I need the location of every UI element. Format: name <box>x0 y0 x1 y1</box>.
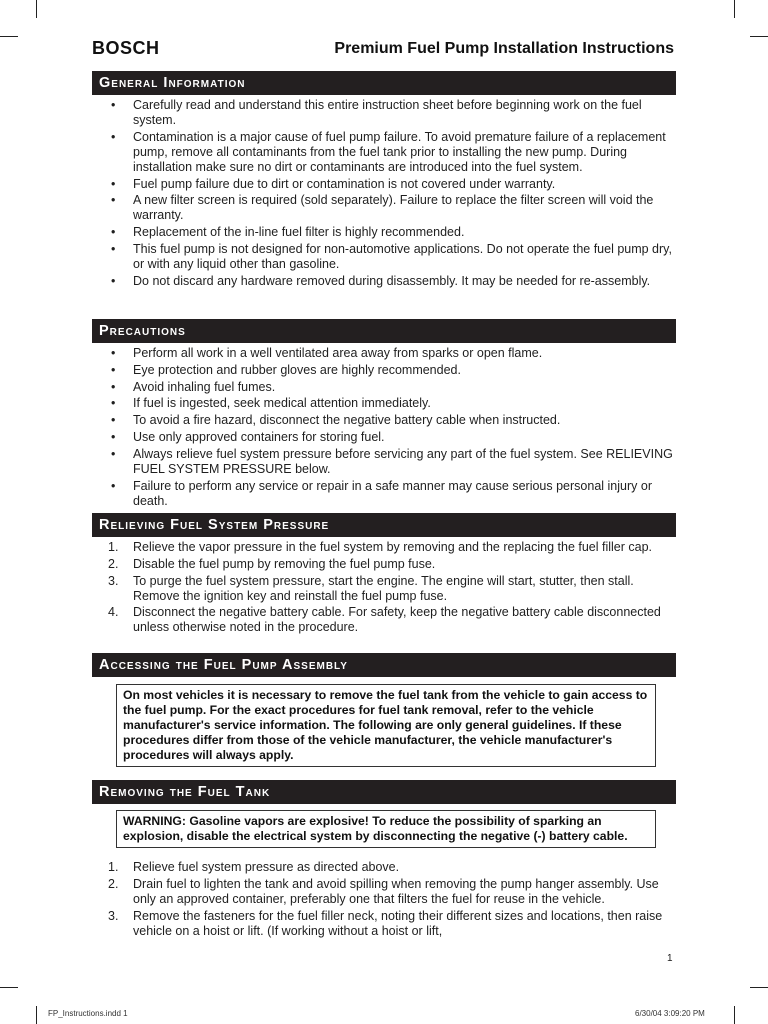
crop-mark <box>734 1006 735 1024</box>
list-item: • Failure to perform any service or repair in a safe manner may cause serious personal injury or death. <box>111 478 652 508</box>
crop-mark <box>734 0 735 18</box>
removing-steps-list <box>105 860 680 940</box>
list-item: • Carefully read and understand this entire instruction sheet before beginning work on the fuel system. <box>111 98 642 127</box>
list-item: 2. Drain fuel to lighten the tank and avoid spilling when removing the pump hanger assembly. Use only an approved container, preferably one that filters the fuel for reuse in the vehicle. <box>108 876 659 906</box>
section-heading-relieving: Relieving Fuel System Pressure <box>92 513 676 537</box>
general-info-list <box>105 98 680 291</box>
list-item: 1. Relieve the vapor pressure in the fuel system by removing and the replacing the fuel filler cap. <box>108 540 653 554</box>
list-item: • Fuel pump failure due to dirt or contamination is not covered under warranty. <box>111 176 556 191</box>
list-item: • Avoid inhaling fuel fumes. <box>111 379 276 394</box>
section-heading-general: General Information <box>92 71 676 95</box>
section-heading-removing: Removing the Fuel Tank <box>92 780 676 804</box>
page-number: 1 <box>667 953 673 964</box>
list-item: 3. To purge the fuel system pressure, start the engine. The engine will start, stutter, then stall. Remove the ignition key and reinstall the fuel pump fuse. <box>108 573 634 603</box>
crop-mark <box>0 36 18 37</box>
crop-mark <box>0 987 18 988</box>
list-item: 3. Remove the fasteners for the fuel filler neck, noting their different sizes and locations, then raise vehicle on a hoist or lift. (If working without a hoist or lift, <box>108 908 663 938</box>
relieving-steps-list <box>105 540 680 637</box>
list-item: • To avoid a fire hazard, disconnect the negative battery cable when instructed. <box>111 413 561 428</box>
footer-timestamp: 6/30/04 3:09:20 PM <box>635 1009 705 1018</box>
list-item: • Always relieve fuel system pressure before servicing any part of the fuel system. See RELIEVING FUEL SYSTEM PRESSURE below. <box>111 446 673 476</box>
list-item: • A new filter screen is required (sold separately). Failure to replace the filter screen will void the warranty. <box>111 193 654 223</box>
precautions-list <box>105 346 680 510</box>
list-item: 2. Disable the fuel pump by removing the fuel pump fuse. <box>108 556 436 571</box>
list-item: • If fuel is ingested, seek medical attention immediately. <box>111 396 431 411</box>
list-item: 4. Disconnect the negative battery cable. For safety, keep the negative battery cable disconnected unless otherwise noted in the procedure. <box>108 605 661 635</box>
crop-mark <box>750 36 768 37</box>
list-item: • Do not discard any hardware removed during disassembly. It may be needed for re-assembly. <box>111 273 651 288</box>
list-item: 1. Relieve fuel system pressure as directed above. <box>108 860 400 874</box>
list-item: • Contamination is a major cause of fuel pump failure. To avoid premature failure of a replacement pump, remove all contaminants from the fuel tank prior to installing the new pump. During installation make sure no dirt or contaminants are introduced into the fuel system. <box>111 129 666 174</box>
brand-logo-text: BOSCH <box>92 38 160 58</box>
list-item: • This fuel pump is not designed for non-automotive applications. Do not operate the fuel pump dry, or with any liquid other than gasoline. <box>111 241 672 271</box>
footer-filename: FP_Instructions.indd 1 <box>48 1009 128 1018</box>
crop-mark <box>750 987 768 988</box>
list-item: • Perform all work in a well ventilated area away from sparks or open flame. <box>111 346 543 360</box>
list-item: • Replacement of the in-line fuel filter is highly recommended. <box>111 225 465 240</box>
list-item: • Eye protection and rubber gloves are highly recommended. <box>111 362 461 377</box>
list-item: • Use only approved containers for storing fuel. <box>111 429 385 444</box>
section-heading-precautions: Precautions <box>92 319 676 343</box>
warning-box: WARNING: Gasoline vapors are explosive! To reduce the possibility of sparking an explosion, disable the electrical system by disconnecting the negative (-) battery cable. <box>116 810 656 848</box>
crop-mark <box>36 1006 37 1024</box>
accessing-note-box: On most vehicles it is necessary to remove the fuel tank from the vehicle to gain access to the fuel pump. For the exact procedures for fuel tank removal, refer to the vehicle manufacturer's service information. The following are only general guidelines. If these procedures differ from those of the vehicle manufacturer, the vehicle manufacturer's procedures will always apply. <box>116 684 656 767</box>
document-title: Premium Fuel Pump Installation Instructions <box>334 40 674 57</box>
crop-mark <box>36 0 37 18</box>
section-heading-accessing: Accessing the Fuel Pump Assembly <box>92 653 676 677</box>
